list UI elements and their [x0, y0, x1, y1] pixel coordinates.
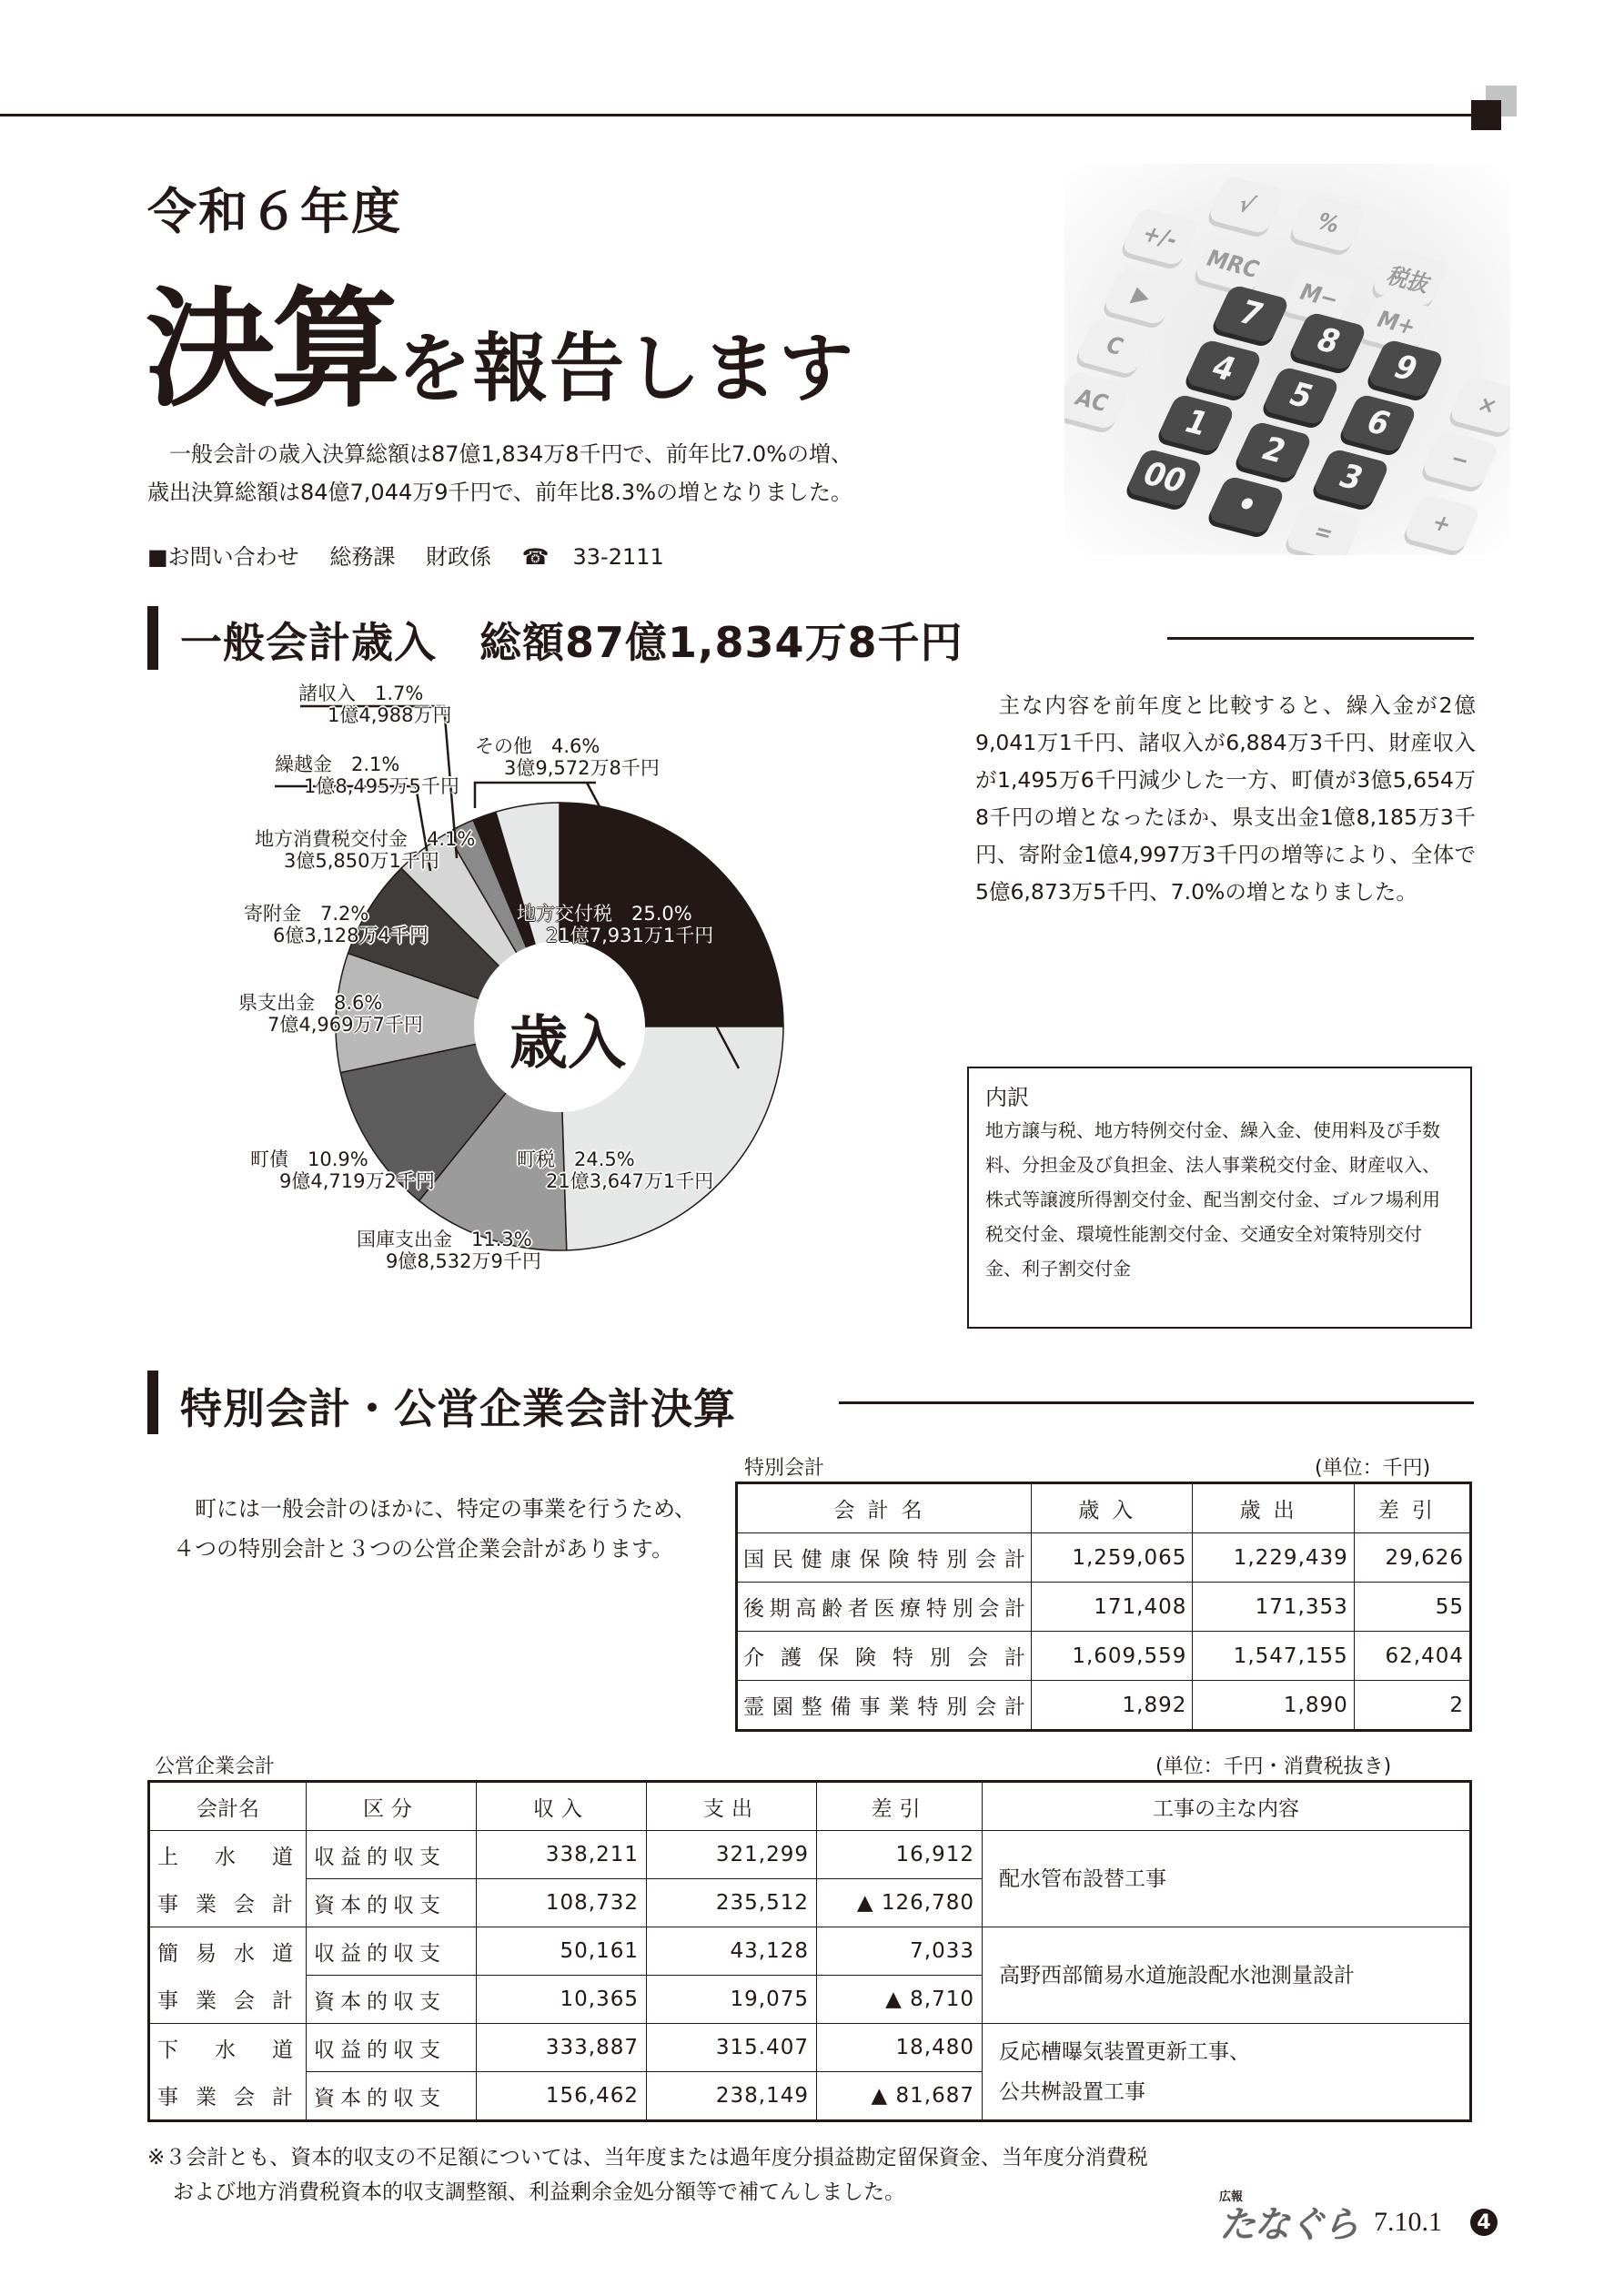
col-header: 差引	[817, 1782, 983, 1831]
pie-label	[298, 683, 451, 726]
amount-cell: 1,259,065	[1032, 1533, 1193, 1583]
calculator-photo	[1064, 164, 1510, 555]
slice-name: 県支出金	[238, 992, 315, 1014]
category-cell: 収益的収支	[307, 1831, 477, 1879]
amount-cell: 29,626	[1354, 1533, 1470, 1583]
account-name-cell: 国民健康保険特別会計	[737, 1533, 1032, 1583]
calculator-key: 9	[1367, 339, 1446, 398]
amount-cell: 19,075	[647, 1976, 817, 2024]
slice-amount: 21億3,647万1千円	[546, 1170, 714, 1192]
section-marker	[147, 606, 158, 670]
slice-percent: 11.3%	[471, 1229, 532, 1250]
slice-percent: 2.1%	[351, 754, 400, 775]
calculator-key: 6	[1339, 393, 1418, 452]
amount-cell: ▲ 8,710	[817, 1976, 983, 2024]
account-name-cell: 上水道	[149, 1831, 307, 1879]
calculator-key: +/-	[1121, 207, 1200, 266]
amount-cell: 1,890	[1193, 1681, 1354, 1731]
pie-label	[238, 992, 423, 1036]
slice-name: 町債	[250, 1148, 288, 1170]
pie-label	[475, 735, 660, 779]
calculator-key: ×	[1448, 375, 1510, 434]
inquiry	[147, 539, 688, 571]
title-year: 令和６年度	[147, 183, 402, 240]
account-name-cell: 事業会計	[149, 2072, 307, 2121]
calculator-key: %	[1289, 193, 1368, 252]
slice-name: 寄附金	[244, 903, 301, 925]
amount-cell: 62,404	[1354, 1632, 1470, 1681]
col-header: 工事の主な内容	[983, 1782, 1471, 1831]
special-table-unit: (単位：千円)	[1315, 1457, 1431, 1480]
amount-cell: 7,033	[817, 1927, 983, 1976]
section-heading-special: 特別会計・公営企業会計決算	[180, 1384, 736, 1433]
corner-decoration-dark	[1471, 100, 1501, 130]
public-table-unit: (単位：千円・消費税抜き)	[1155, 1755, 1392, 1778]
calculator-key: √	[1207, 175, 1286, 234]
slice-name: その他	[475, 735, 532, 757]
table-row	[149, 1831, 1471, 1879]
special-accounts-table	[735, 1482, 1472, 1732]
slice-name: 国庫支出金	[357, 1229, 452, 1250]
slice-percent: 7.2%	[320, 903, 369, 925]
header-rule	[0, 114, 1492, 116]
slice-percent: 4.6%	[551, 735, 600, 757]
account-name-cell: 簡易水道	[149, 1927, 307, 1976]
slice-percent: 10.9%	[308, 1148, 368, 1170]
public-enterprise-table	[147, 1780, 1472, 2122]
inquiry-label: ■お問い合わせ	[147, 544, 299, 570]
calculator-key: AC	[1064, 370, 1131, 430]
calculator-key: •	[1207, 475, 1286, 534]
account-name-cell: 介護保険特別会計	[737, 1632, 1032, 1681]
work-description-cell	[983, 2024, 1471, 2121]
account-name-cell: 霊園整備事業特別会計	[737, 1681, 1032, 1731]
amount-cell: 171,408	[1032, 1583, 1193, 1632]
work-line: 公共桝設置工事	[999, 2079, 1145, 2104]
amount-cell: 321,299	[647, 1831, 817, 1879]
amount-cell: 10,365	[477, 1976, 647, 2024]
amount-cell: 55	[1354, 1583, 1470, 1632]
table-header-row	[149, 1782, 1471, 1831]
special-intro: 町には一般会計のほかに、特定の事業を行うため、４つの特別会計と３つの公営企業会計があります。	[173, 1496, 697, 1562]
inquiry-section: 財政係	[425, 544, 491, 570]
amount-cell: 108,732	[477, 1879, 647, 1927]
title-main-big: 決算	[146, 275, 397, 425]
inquiry-department: 総務課	[329, 544, 396, 570]
pie-center-label: 歳入	[509, 1010, 626, 1077]
amount-cell: 238,149	[647, 2072, 817, 2121]
col-header: 差引	[1354, 1483, 1470, 1533]
table-row	[149, 1927, 1471, 1976]
work-line: 高野西部簡易水道施設配水池測量設計	[999, 1963, 1355, 1988]
col-header: 収入	[477, 1782, 647, 1831]
pie-label	[244, 903, 429, 946]
calculator-key: −	[1421, 430, 1500, 489]
calculator-key: 00	[1125, 448, 1205, 507]
calculator-key: +	[1403, 493, 1482, 552]
amount-cell: 315.407	[647, 2024, 817, 2072]
title-main-rest: を報告します	[397, 326, 856, 412]
account-name-cell: 後期高齢者医療特別会計	[737, 1583, 1032, 1632]
intro-text	[147, 435, 1021, 511]
intro-line: 一般会計の歳入決算総額は87億1,834万8千円で、前年比7.0%の増、	[147, 441, 853, 467]
amount-cell: 338,211	[477, 1831, 647, 1879]
public-table-caption: 公営企業会計	[155, 1755, 276, 1778]
page-number: 4	[1470, 2209, 1498, 2236]
breakdown-title: 内訳	[985, 1085, 1029, 1110]
col-header: 歳出	[1193, 1483, 1354, 1533]
section-marker	[147, 1371, 158, 1434]
pie-label	[255, 828, 475, 872]
category-cell: 資本的収支	[307, 2072, 477, 2121]
special-table-caption: 特別会計	[744, 1457, 825, 1480]
amount-cell: ▲ 126,780	[817, 1879, 983, 1927]
calculator-key: 4	[1185, 339, 1264, 398]
amount-cell: 1,609,559	[1032, 1632, 1193, 1681]
amount-cell: 16,912	[817, 1831, 983, 1879]
pie-label	[250, 1148, 435, 1192]
pie-label	[275, 754, 459, 797]
table-row	[737, 1583, 1471, 1632]
slice-percent: 25.0%	[631, 903, 692, 925]
slice-name: 諸収入	[298, 683, 356, 704]
account-name-cell: 下水道	[149, 2024, 307, 2072]
footnote-line: および地方消費税資本的収支調整額、利益剰余金処分額等で補てんしました。	[173, 2180, 905, 2204]
slice-percent: 4.1%	[427, 828, 476, 850]
revenue-summary: 主な内容を前年度と比較すると、繰入金が2億9,041万1千円、諸収入が6,884万3千円、財産収入が1,495万6千円減少した一方、町債が3億5,654万8千円の増となったほか、県支出金1億8,185万3千円、寄附金1億4,997万3千円の増等により、全体で5億6,873万5千円、7.0%の増となりました。	[975, 693, 1476, 905]
calculator-key: 8	[1289, 311, 1368, 370]
intro-line: 歳出決算総額は84億7,044万9千円で、前年比8.3%の増となりました。	[147, 480, 853, 505]
col-header: 歳入	[1032, 1483, 1193, 1533]
col-header: 会計名	[737, 1483, 1032, 1533]
inquiry-phone: 33-2111	[572, 544, 664, 570]
slice-name: 繰越金	[275, 754, 332, 775]
amount-cell: 50,161	[477, 1927, 647, 1976]
amount-cell: 1,229,439	[1193, 1533, 1354, 1583]
slice-amount: 1億4,988万円	[328, 704, 452, 726]
slice-name: 町税	[517, 1148, 555, 1170]
pie-label	[517, 903, 713, 946]
section-rule	[839, 1401, 1474, 1404]
publication-logo: たなぐら	[1219, 2204, 1357, 2246]
col-header: 会計名	[149, 1782, 307, 1831]
amount-cell: 171,353	[1193, 1583, 1354, 1632]
col-header: 支出	[647, 1782, 817, 1831]
slice-amount: 9億4,719万2千円	[279, 1170, 435, 1192]
slice-amount: 3億9,572万8千円	[504, 757, 660, 779]
table-row	[737, 1533, 1471, 1583]
section-rule	[1167, 637, 1474, 640]
category-cell: 収益的収支	[307, 1927, 477, 1976]
slice-name: 地方交付税	[517, 903, 612, 925]
table-row	[737, 1681, 1471, 1731]
slice-amount: 9億8,532万9千円	[386, 1250, 541, 1272]
pie-label	[357, 1229, 541, 1272]
footer-label: 広報	[1219, 2190, 1244, 2204]
work-line: 配水管布設替工事	[999, 1866, 1166, 1891]
table-row	[737, 1632, 1471, 1681]
amount-cell: 1,547,155	[1193, 1632, 1354, 1681]
category-cell: 資本的収支	[307, 1879, 477, 1927]
table-row	[149, 2024, 1471, 2072]
calculator-key: 1	[1157, 393, 1236, 452]
issue-date: 7.10.1	[1374, 2207, 1442, 2237]
slice-amount: 3億5,850万1千円	[284, 850, 439, 872]
section-heading-general-revenue: 一般会計歳入 総額87億1,834万8千円	[180, 618, 963, 667]
account-name-cell: 事業会計	[149, 1879, 307, 1927]
amount-cell: 2	[1354, 1681, 1470, 1731]
work-line: 反応槽曝気装置更新工事、	[999, 2039, 1250, 2064]
phone-icon: ☎	[521, 544, 550, 570]
calculator-key: 5	[1262, 366, 1341, 425]
amount-cell: 333,887	[477, 2024, 647, 2072]
category-cell: 資本的収支	[307, 1976, 477, 2024]
calculator-key: ▶	[1103, 266, 1182, 325]
table-header-row	[737, 1483, 1471, 1533]
slice-name: 地方消費税交付金	[255, 828, 408, 850]
work-description-cell	[983, 1831, 1471, 1927]
other-breakdown-box	[967, 1067, 1472, 1329]
work-description-cell	[983, 1927, 1471, 2024]
col-header: 区分	[307, 1782, 477, 1831]
amount-cell: ▲ 81,687	[817, 2072, 983, 2121]
calculator-key: C	[1075, 316, 1155, 375]
footnote-line: ※３会計とも、資本的収支の不足額については、当年度または過年度分損益勘定留保資金、当年度分消費税	[147, 2146, 1148, 2170]
slice-percent: 24.5%	[574, 1148, 635, 1170]
amount-cell: 18,480	[817, 2024, 983, 2072]
page-title	[146, 246, 855, 431]
account-name-cell: 事業会計	[149, 1976, 307, 2024]
calculator-key: 税抜	[1371, 248, 1450, 307]
revenue-pie-chart	[136, 683, 955, 1329]
slice-percent: 8.6%	[334, 992, 383, 1014]
pie-label	[517, 1148, 713, 1192]
calculator-key: MRC	[1194, 234, 1273, 293]
calculator-key: 3	[1312, 448, 1391, 507]
slice-amount: 1億8,495万5千円	[304, 775, 459, 797]
calculator-key: M+	[1357, 293, 1437, 352]
calculator-key: =	[1285, 502, 1364, 555]
slice-amount: 6億3,128万4千円	[273, 925, 429, 946]
calculator-key: 2	[1235, 420, 1314, 480]
calculator-key: M−	[1280, 266, 1359, 325]
amount-cell: 43,128	[647, 1927, 817, 1976]
breakdown-body: 地方譲与税、地方特例交付金、繰入金、使用料及び手数料、分担金及び負担金、法人事業税交付金、財産収入、株式等譲渡所得割交付金、配当割交付金、ゴルフ場利用税交付金、環境性能割交付金、交通安全対策特別交付金、利子割交付金	[985, 1119, 1440, 1279]
calculator-key: 7	[1212, 284, 1291, 343]
amount-cell: 156,462	[477, 2072, 647, 2121]
amount-cell: 235,512	[647, 1879, 817, 1927]
category-cell: 収益的収支	[307, 2024, 477, 2072]
slice-amount: 21億7,931万1千円	[546, 925, 714, 946]
slice-percent: 1.7%	[375, 683, 424, 704]
amount-cell: 1,892	[1032, 1681, 1193, 1731]
slice-amount: 7億4,969万7千円	[267, 1014, 423, 1036]
